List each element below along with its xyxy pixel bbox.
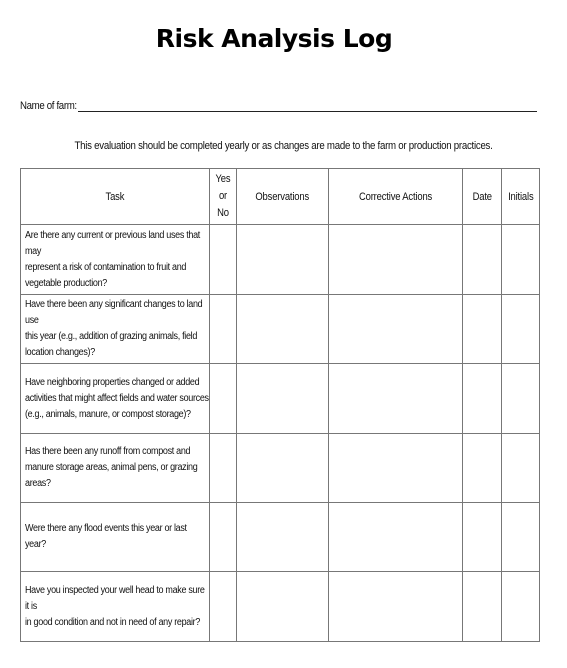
corrective-actions-cell[interactable] [329, 572, 463, 642]
farm-name-label: Name of farm: [20, 100, 77, 112]
table-row [21, 225, 540, 295]
task-text-line: activities that might affect fields and water sources [25, 392, 209, 404]
corrective-actions-cell[interactable] [329, 295, 463, 364]
table-row [21, 295, 540, 364]
task-text-line: location changes)? [25, 347, 95, 358]
task-text-line: vegetable production? [25, 277, 107, 289]
task-text-line: Have you inspected your well head to make sure it is [25, 584, 205, 612]
initials-cell[interactable] [502, 434, 540, 503]
header-task: Task [21, 169, 210, 225]
initials-cell[interactable] [502, 364, 540, 434]
observations-cell[interactable] [237, 503, 329, 572]
task-cell [21, 364, 210, 434]
initials-cell[interactable] [502, 503, 540, 572]
farm-name-row [20, 100, 537, 114]
task-text-line: (e.g., animals, manure, or compost storage)? [25, 408, 191, 420]
header-yes-no: Yes or No [210, 169, 237, 225]
yes-no-cell[interactable] [210, 572, 237, 642]
yes-no-cell[interactable] [210, 225, 237, 295]
instructions-text [0, 136, 567, 154]
task-text-line: areas? [25, 478, 51, 489]
yes-no-cell[interactable] [210, 295, 237, 364]
task-cell [21, 434, 210, 503]
yes-no-cell[interactable] [210, 434, 237, 503]
task-text-line: represent a risk of contamination to fruit and [25, 261, 187, 273]
task-text-line: Are there any current or previous land uses that may [25, 229, 200, 257]
corrective-actions-cell[interactable] [329, 364, 463, 434]
instructions-label: This evaluation should be completed yearly or as changes are made to the farm or production practices. [74, 140, 493, 152]
task-text-line: this year (e.g., addition of grazing animals, field [25, 331, 198, 342]
observations-cell[interactable] [237, 225, 329, 295]
date-cell[interactable] [463, 295, 502, 364]
header-initials: Initials [502, 169, 540, 225]
observations-cell[interactable] [237, 572, 329, 642]
document-title: Risk Analysis Log [155, 24, 393, 53]
table-row [21, 434, 540, 503]
header-row [21, 169, 540, 225]
observations-cell[interactable] [237, 434, 329, 503]
task-cell [21, 295, 210, 364]
task-cell [21, 503, 210, 572]
risk-log-table [20, 168, 540, 642]
task-text-line: Have neighboring properties changed or added [25, 376, 200, 388]
corrective-actions-cell[interactable] [329, 225, 463, 295]
corrective-actions-cell[interactable] [329, 434, 463, 503]
table-row [21, 364, 540, 434]
yes-no-cell[interactable] [210, 364, 237, 434]
task-text-line: Have there been any significant changes to land use [25, 299, 203, 326]
farm-name-field[interactable] [78, 111, 537, 112]
observations-cell[interactable] [237, 295, 329, 364]
initials-cell[interactable] [502, 572, 540, 642]
header-observations: Observations [237, 169, 329, 225]
task-text-line: manure storage areas, animal pens, or grazing [25, 462, 198, 473]
initials-cell[interactable] [502, 295, 540, 364]
task-text-line: Has there been any runoff from compost and [25, 446, 191, 457]
table-row [21, 503, 540, 572]
date-cell[interactable] [463, 364, 502, 434]
task-text-line: Were there any flood events this year or last year? [25, 523, 187, 550]
task-cell [21, 225, 210, 295]
task-text-line: in good condition and not in need of any repair? [25, 616, 201, 628]
header-date: Date [463, 169, 502, 225]
initials-cell[interactable] [502, 225, 540, 295]
header-corrective-actions: Corrective Actions [329, 169, 463, 225]
date-cell[interactable] [463, 572, 502, 642]
corrective-actions-cell[interactable] [329, 503, 463, 572]
yes-no-cell[interactable] [210, 503, 237, 572]
observations-cell[interactable] [237, 364, 329, 434]
date-cell[interactable] [463, 434, 502, 503]
date-cell[interactable] [463, 503, 502, 572]
task-cell [21, 572, 210, 642]
date-cell[interactable] [463, 225, 502, 295]
table-row [21, 572, 540, 642]
